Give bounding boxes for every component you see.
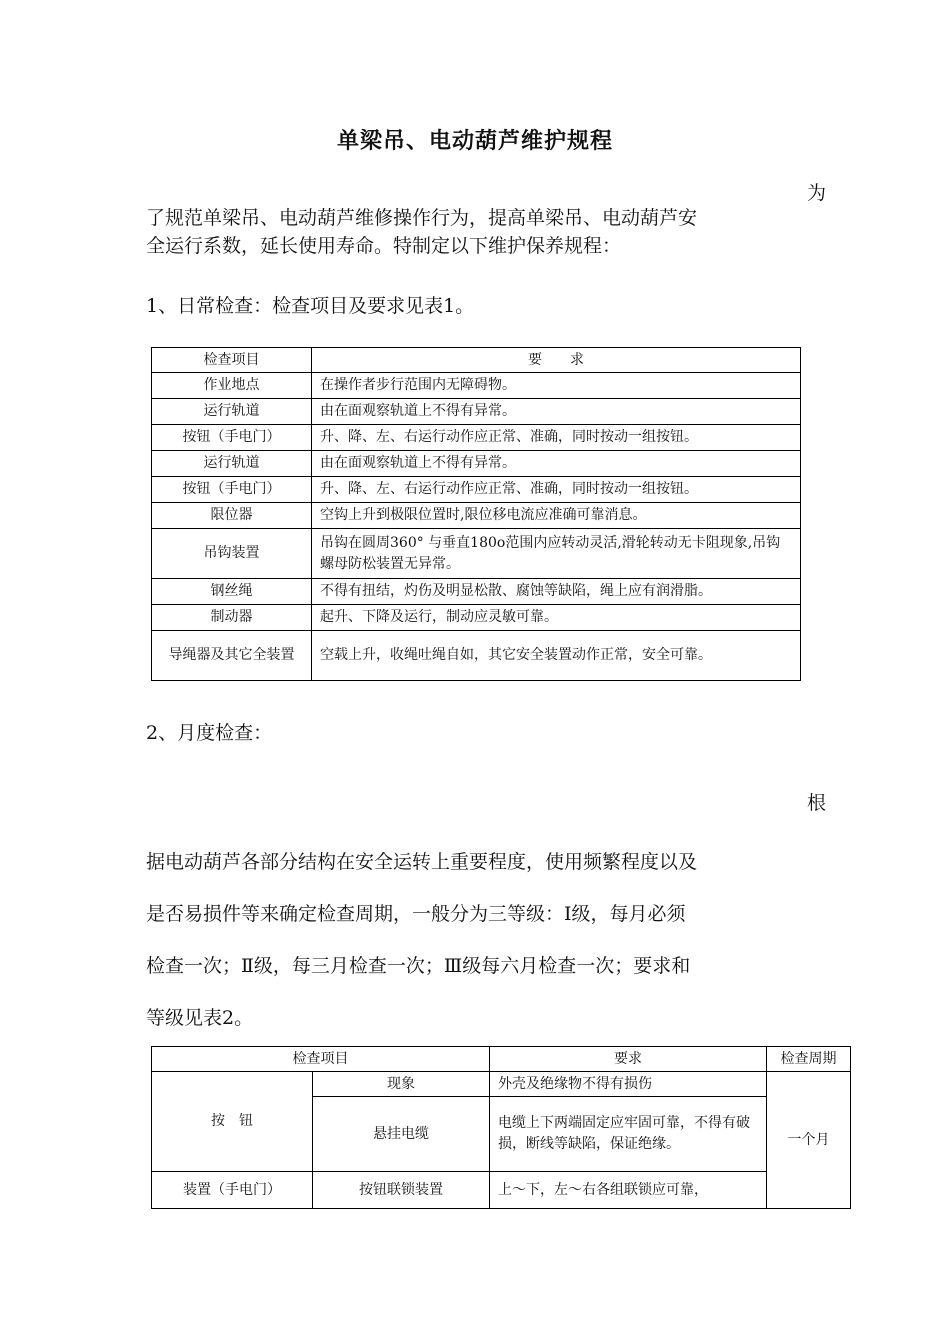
table-row bbox=[152, 579, 801, 605]
table2-group-button: 按 钮 bbox=[152, 1072, 313, 1172]
table-row bbox=[152, 605, 801, 631]
table2-header-period: 检查周期 bbox=[767, 1047, 851, 1072]
table1-req: 升、降、左、右运行动作应正常、准确，同时按动一组按钮。 bbox=[312, 425, 801, 451]
para2-line: 据电动葫芦各部分结构在安全运转上重要程度，使用频繁程度以及 bbox=[146, 851, 698, 873]
table1-item: 按钮（手电门） bbox=[152, 425, 312, 451]
table1-item: 作业地点 bbox=[152, 373, 312, 399]
para2-line: 检查一次；Ⅱ级，每三月检查一次；Ⅲ级每六月检查一次；要求和 bbox=[146, 955, 691, 977]
intro-line: 了规范单梁吊、电动葫芦维修操作行为，提高单梁吊、电动葫芦安 bbox=[146, 207, 698, 229]
table2-period: 一个月 bbox=[767, 1072, 851, 1209]
table-row bbox=[152, 373, 801, 399]
intro-line: 全运行系数，延长使用寿命。特制定以下维护保养规程： bbox=[146, 235, 622, 257]
table-row bbox=[152, 503, 801, 529]
table1-item: 吊钩装置 bbox=[152, 529, 312, 579]
intro-first-char: 为 bbox=[807, 182, 827, 204]
table1-req: 空钩上升到极限位置时,限位移电流应准确可靠消息。 bbox=[312, 503, 801, 529]
table1-header-item: 检查项目 bbox=[152, 348, 312, 373]
table2-req: 上～下，左～右各组联锁应可靠， bbox=[490, 1172, 767, 1209]
table2-header-item: 检查项目 bbox=[152, 1047, 490, 1072]
table1-item: 运行轨道 bbox=[152, 399, 312, 425]
table1-item: 限位器 bbox=[152, 503, 312, 529]
table1-item: 导绳器及其它全装置 bbox=[152, 631, 312, 681]
table1-req: 由在面观察轨道上不得有异常。 bbox=[312, 451, 801, 477]
table-row bbox=[152, 529, 801, 579]
table2-group-device: 装置（手电门） bbox=[152, 1172, 313, 1209]
daily-check-table bbox=[151, 347, 801, 681]
table1-req: 由在面观察轨道上不得有异常。 bbox=[312, 399, 801, 425]
table2-sub: 按钮联锁装置 bbox=[313, 1172, 490, 1209]
table-row bbox=[152, 451, 801, 477]
monthly-check-table bbox=[151, 1046, 851, 1209]
table1-item: 按钮（手电门） bbox=[152, 477, 312, 503]
para2-line: 等级见表2。 bbox=[146, 1007, 254, 1029]
table2-req: 电缆上下两端固定应牢固可靠，不得有破损，断线等缺陷，保证绝缘。 bbox=[490, 1097, 767, 1172]
para2-paragraph bbox=[146, 836, 697, 1044]
table1-item: 钢丝绳 bbox=[152, 579, 312, 605]
table1-item: 运行轨道 bbox=[152, 451, 312, 477]
intro-paragraph bbox=[146, 204, 697, 260]
table-row bbox=[152, 425, 801, 451]
table1-req: 在操作者步行范围内无障碍物。 bbox=[312, 373, 801, 399]
table1-req: 吊钩在圆周360° 与垂直180o范围内应转动灵活,滑轮转动无卡阻现象,吊钩螺母防松装置无异常。 bbox=[312, 529, 801, 579]
table-row bbox=[152, 1072, 851, 1097]
table1-item: 制动器 bbox=[152, 605, 312, 631]
table2-sub: 悬挂电缆 bbox=[313, 1097, 490, 1172]
table-row bbox=[152, 477, 801, 503]
table-row bbox=[152, 631, 801, 681]
table1-req: 空载上升，收绳吐绳自如，其它安全装置动作正常，安全可靠。 bbox=[312, 631, 801, 681]
table1-header-req: 要 求 bbox=[312, 348, 801, 373]
table2-req: 外壳及绝缘物不得有损伤 bbox=[490, 1072, 767, 1097]
table-row bbox=[152, 1172, 851, 1209]
table-row bbox=[152, 399, 801, 425]
section2-heading: 2、月度检查： bbox=[146, 722, 273, 744]
table2-header-req: 要求 bbox=[490, 1047, 767, 1072]
table1-req: 不得有扭结，灼伤及明显松散、腐蚀等缺陷，绳上应有润滑脂。 bbox=[312, 579, 801, 605]
para2-first-char: 根 bbox=[807, 792, 827, 814]
section1-heading: 1、日常检查：检查项目及要求见表1。 bbox=[146, 295, 475, 317]
para2-line: 是否易损件等来确定检查周期，一般分为三等级：Ⅰ级，每月必须 bbox=[146, 903, 686, 925]
table2-sub: 现象 bbox=[313, 1072, 490, 1097]
table1-req: 升、降、左、右运行动作应正常、准确，同时按动一组按钮。 bbox=[312, 477, 801, 503]
page-title: 单梁吊、电动葫芦维护规程 bbox=[336, 128, 613, 154]
table1-req: 起升、下降及运行，制动应灵敏可靠。 bbox=[312, 605, 801, 631]
